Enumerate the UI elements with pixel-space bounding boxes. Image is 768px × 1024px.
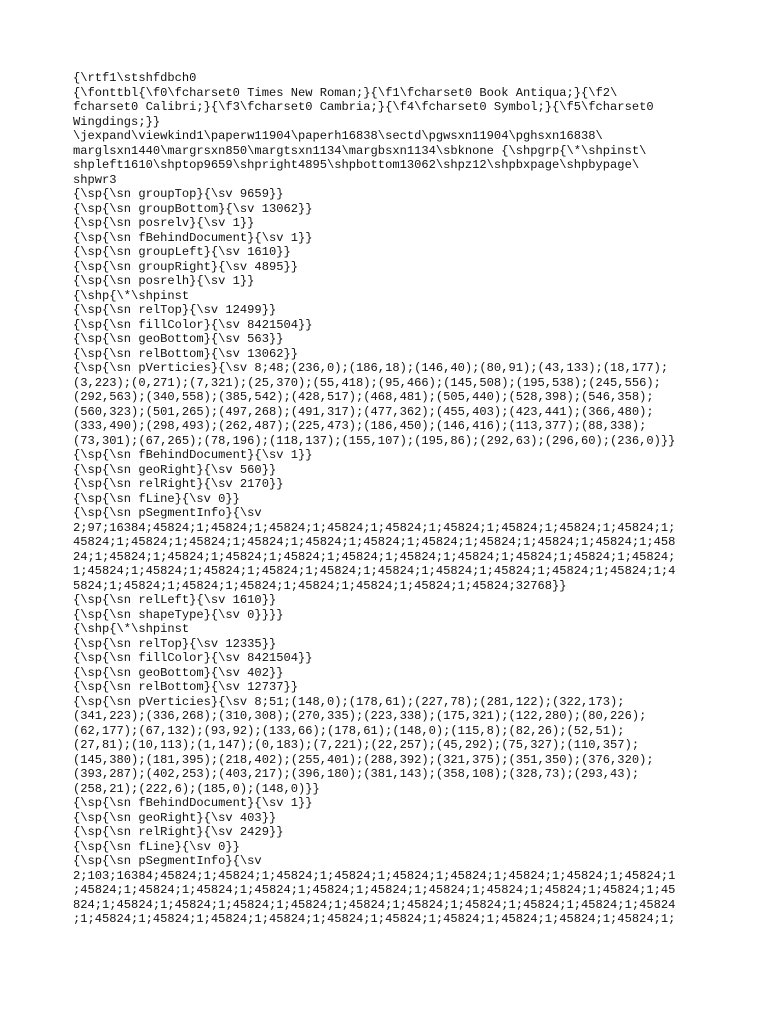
text-line: {\sp{\sn groupBottom}{\sv 13062}} bbox=[73, 201, 313, 216]
text-line: {\sp{\sn relTop}{\sv 12335}} bbox=[73, 636, 277, 651]
text-line: (341,223);(336,268);(310,308);(270,335);(223,338);(175,321);(122,280);(80,226); bbox=[73, 709, 647, 723]
text-line: {\sp{\sn pVerticies}{\sv 8;51;(148,0);(178,61);(227,78);(281,122);(322,173); bbox=[73, 694, 625, 709]
text-line: {\sp{\sn pSegmentInfo}{\sv bbox=[73, 506, 262, 520]
text-line: {\sp{\sn relBottom}{\sv 12737}} bbox=[73, 680, 298, 694]
text-line: marglsxn1440\margrsxn850\margtsxn1134\margbsxn1134\sbknone {\shpgrp{\*\shpinst\ bbox=[73, 143, 647, 158]
text-line: \jexpand\viewkind1\paperw11904\paperh16838\sectd\pgwsxn11904\pghsxn16838\ bbox=[73, 129, 603, 143]
text-line: {\sp{\sn fBehindDocument}{\sv 1}} bbox=[73, 448, 313, 462]
text-line: {\sp{\sn fLine}{\sv 0}} bbox=[73, 491, 240, 506]
text-line: {\sp{\sn relRight}{\sv 2429}} bbox=[73, 825, 284, 839]
text-line: {\sp{\sn geoRight}{\sv 403}} bbox=[73, 810, 277, 825]
text-line: (560,323);(501,265);(497,268);(491,317);(477,362);(455,403);(423,441);(366,480); bbox=[73, 404, 654, 419]
text-line: {\sp{\sn pSegmentInfo}{\sv bbox=[73, 854, 262, 868]
text-line: 824;1;45824;1;45824;1;45824;1;45824;1;45824;1;45824;1;45824;1;45824;1;45824;1;45824 bbox=[73, 897, 676, 912]
text-line: {\sp{\sn fillColor}{\sv 8421504}} bbox=[73, 317, 313, 332]
text-line: 2;97;16384;45824;1;45824;1;45824;1;45824;1;45824;1;45824;1;45824;1;45824;1;45824;1; bbox=[73, 520, 676, 535]
text-line: {\sp{\sn posrelh}{\sv 1}} bbox=[73, 274, 255, 288]
text-line: ;1;45824;1;45824;1;45824;1;45824;1;45824;1;45824;1;45824;1;45824;1;45824;1;45824;1; bbox=[73, 912, 676, 926]
text-line: (27,81);(10,113);(1,147);(0,183);(7,221);(22,257);(45,292);(75,327);(110,357); bbox=[73, 738, 640, 752]
text-line: {\sp{\sn geoRight}{\sv 560}} bbox=[73, 462, 277, 477]
text-line: (292,563);(340,558);(385,542);(428,517);(468,481);(505,440);(528,398);(546,358); bbox=[73, 390, 654, 404]
text-line: {\sp{\sn shapeType}{\sv 0}}}} bbox=[73, 607, 284, 622]
text-line: 1;45824;1;45824;1;45824;1;45824;1;45824;1;45824;1;45824;1;45824;1;45824;1;45824;1;4 bbox=[73, 564, 676, 578]
text-line: {\sp{\sn pVerticies}{\sv 8;48;(236,0);(186,18);(146,40);(80,91);(43,133);(18,177); bbox=[73, 361, 669, 375]
text-line: (62,177);(67,132);(93,92);(133,66);(178,61);(148,0);(115,8);(82,26);(52,51); bbox=[73, 723, 625, 738]
text-line: shpwr3 bbox=[73, 172, 117, 187]
text-line: (3,223);(0,271);(7,321);(25,370);(55,418);(95,466);(145,508);(195,538);(245,556); bbox=[73, 375, 661, 390]
text-line: {\sp{\sn geoBottom}{\sv 402}} bbox=[73, 665, 284, 680]
text-line: {\sp{\sn geoBottom}{\sv 563}} bbox=[73, 332, 284, 346]
text-line: {\sp{\sn relLeft}{\sv 1610}} bbox=[73, 593, 277, 607]
text-line: fcharset0 Calibri;}{\f3\fcharset0 Cambria;}{\f4\fcharset0 Symbol;}{\f5\fcharset0 bbox=[73, 100, 654, 114]
text-line: {\sp{\sn fBehindDocument}{\sv 1}} bbox=[73, 230, 313, 245]
text-line: 5824;1;45824;1;45824;1;45824;1;45824;1;45824;1;45824;1;45824;32768}} bbox=[73, 578, 567, 593]
text-line: (145,380);(181,395);(218,402);(255,401);(288,392);(321,375);(351,350);(376,320); bbox=[73, 752, 654, 767]
text-line: Wingdings;}} bbox=[73, 114, 161, 129]
text-line: {\fonttbl{\f0\fcharset0 Times New Roman;}{\f1\fcharset0 Book Antiqua;}{\f2\ bbox=[73, 85, 618, 100]
text-line: (333,490);(298,493);(262,487);(225,473);(186,450);(146,416);(113,377);(88,338); bbox=[73, 419, 647, 433]
text-line: (258,21);(222,6);(185,0);(148,0)}} bbox=[73, 781, 320, 796]
text-line: 45824;1;45824;1;45824;1;45824;1;45824;1;45824;1;45824;1;45824;1;45824;1;45824;1;458 bbox=[73, 535, 676, 549]
text-line: {\sp{\sn relBottom}{\sv 13062}} bbox=[73, 346, 298, 361]
text-line: {\sp{\sn groupLeft}{\sv 1610}} bbox=[73, 245, 291, 259]
text-line: (393,287);(402,253);(403,217);(396,180);(381,143);(358,108);(328,73);(293,43); bbox=[73, 767, 640, 781]
text-line: {\sp{\sn fLine}{\sv 0}} bbox=[73, 839, 240, 854]
text-line: {\shp{\*\shpinst bbox=[73, 288, 190, 303]
text-line: {\sp{\sn relRight}{\sv 2170}} bbox=[73, 477, 284, 491]
text-line: {\rtf1\stshfdbch0 bbox=[73, 71, 197, 85]
text-line: {\sp{\sn posrelv}{\sv 1}} bbox=[73, 216, 255, 230]
text-line: {\sp{\sn groupRight}{\sv 4895}} bbox=[73, 259, 298, 274]
text-line: 2;103;16384;45824;1;45824;1;45824;1;45824;1;45824;1;45824;1;45824;1;45824;1;45824;1 bbox=[73, 868, 676, 883]
text-line: 24;1;45824;1;45824;1;45824;1;45824;1;45824;1;45824;1;45824;1;45824;1;45824;1;45824; bbox=[73, 549, 676, 564]
text-line: {\sp{\sn fBehindDocument}{\sv 1}} bbox=[73, 796, 313, 810]
text-line: {\sp{\sn groupTop}{\sv 9659}} bbox=[73, 187, 284, 201]
rtf-source-text bbox=[73, 71, 713, 927]
text-line: (73,301);(67,265);(78,196);(118,137);(155,107);(195,86);(292,63);(296,60);(236,0)}} bbox=[73, 433, 676, 448]
text-line: {\sp{\sn relTop}{\sv 12499}} bbox=[73, 303, 277, 317]
text-line: ;45824;1;45824;1;45824;1;45824;1;45824;1;45824;1;45824;1;45824;1;45824;1;45824;1;45 bbox=[73, 883, 676, 897]
text-line: {\sp{\sn fillColor}{\sv 8421504}} bbox=[73, 651, 313, 665]
text-line: shpleft1610\shptop9659\shpright4895\shpbottom13062\shpz12\shpbxpage\shpbypage\ bbox=[73, 158, 640, 172]
text-line: {\shp{\*\shpinst bbox=[73, 622, 190, 636]
